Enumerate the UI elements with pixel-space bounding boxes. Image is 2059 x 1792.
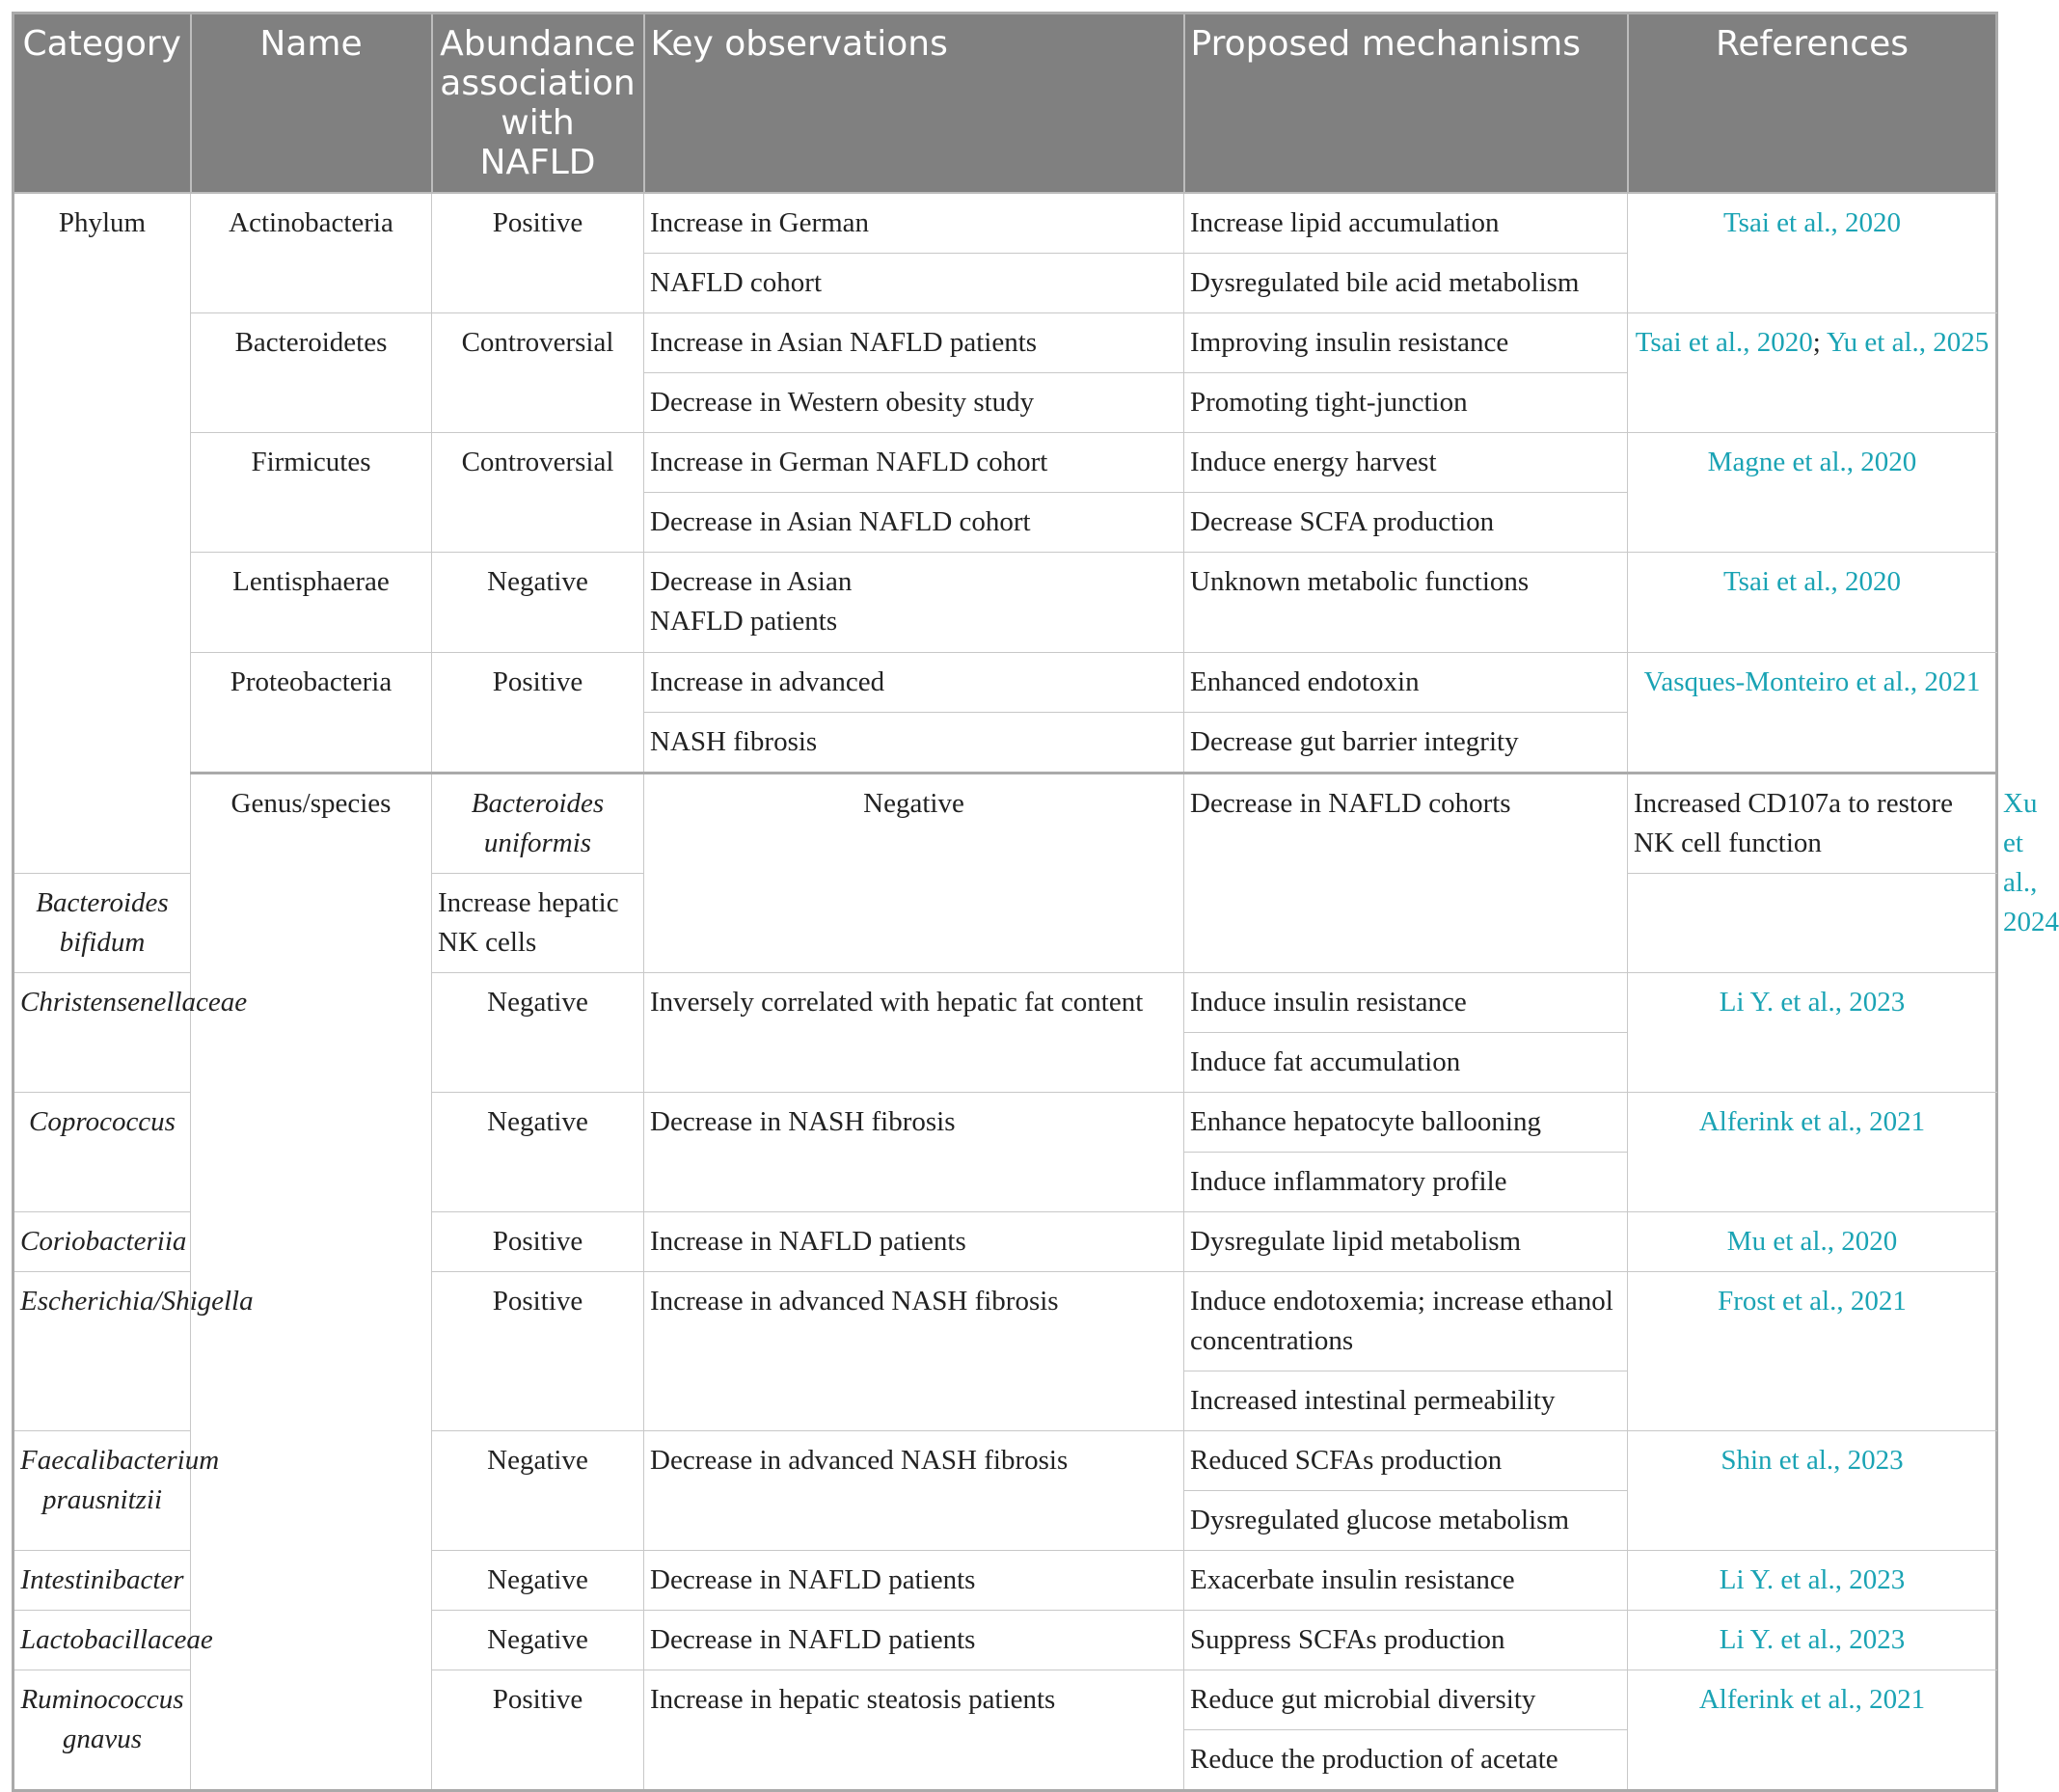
observation-cell bbox=[644, 553, 1184, 653]
mechanism-cell: Promoting tight-junction bbox=[1184, 373, 1628, 433]
observation-cell: Increase in advanced NASH fibrosis bbox=[644, 1272, 1184, 1431]
reference-link[interactable]: Shin et al., 2023 bbox=[1628, 1431, 1997, 1551]
observation-cell: Decrease in Western obesity study bbox=[644, 373, 1184, 433]
name-cell: Faecalibacterium prausnitzii bbox=[14, 1431, 191, 1551]
observation-cell: Decrease in Asian NAFLD cohort bbox=[644, 493, 1184, 553]
association-cell: Positive bbox=[432, 193, 644, 313]
observation-cell: Increase in German bbox=[644, 193, 1184, 254]
mechanism-cell: Decrease gut barrier integrity bbox=[1184, 713, 1628, 774]
mechanism-cell: Increased CD107a to restore NK cell function bbox=[1628, 774, 1997, 874]
mechanism-cell: Increased intestinal permeability bbox=[1184, 1371, 1628, 1431]
header-references: References bbox=[1628, 14, 1997, 194]
mechanism-cell: Induce energy harvest bbox=[1184, 433, 1628, 493]
mechanism-cell: Enhanced endotoxin bbox=[1184, 653, 1628, 713]
reference-link[interactable]: Li Y. et al., 2023 bbox=[1628, 973, 1997, 1093]
table-row bbox=[14, 653, 1997, 713]
association-cell: Positive bbox=[432, 1212, 644, 1272]
reference-link[interactable]: Alferink et al., 2021 bbox=[1628, 1093, 1997, 1212]
mechanism-cell: Dysregulated bile acid metabolism bbox=[1184, 254, 1628, 313]
name-cell: Bacteroides bifidum bbox=[14, 874, 191, 973]
mechanism-cell: Exacerbate insulin resistance bbox=[1184, 1551, 1628, 1611]
reference-link[interactable]: Alferink et al., 2021 bbox=[1628, 1670, 1997, 1791]
observation-cell: NASH fibrosis bbox=[644, 713, 1184, 774]
header-abundance-line2: association bbox=[440, 64, 636, 103]
observation-cell: Inversely correlated with hepatic fat content bbox=[644, 973, 1184, 1093]
header-abundance bbox=[432, 14, 644, 194]
header-category: Category bbox=[14, 14, 191, 194]
mechanism-cell: Reduced SCFAs production bbox=[1184, 1431, 1628, 1491]
name-cell: Actinobacteria bbox=[191, 193, 432, 313]
reference-link[interactable]: Mu et al., 2020 bbox=[1628, 1212, 1997, 1272]
mechanism-cell: Unknown metabolic functions bbox=[1184, 553, 1628, 653]
mechanism-cell: Induce endotoxemia; increase ethanol concentrations bbox=[1184, 1272, 1628, 1371]
header-row bbox=[14, 14, 1997, 194]
mechanism-cell: Reduce gut microbial diversity bbox=[1184, 1670, 1628, 1730]
table-row bbox=[14, 193, 1997, 254]
association-cell: Negative bbox=[644, 774, 1184, 973]
observation-cell: Decrease in NAFLD cohorts bbox=[1184, 774, 1628, 973]
name-cell: Ruminococcus gnavus bbox=[14, 1670, 191, 1791]
category-cell: Genus/species bbox=[191, 774, 432, 1791]
observation-cell: Increase in German NAFLD cohort bbox=[644, 433, 1184, 493]
mechanism-cell: Suppress SCFAs production bbox=[1184, 1611, 1628, 1670]
association-cell: Negative bbox=[432, 1551, 644, 1611]
mechanism-cell: Induce inflammatory profile bbox=[1184, 1153, 1628, 1212]
reference-link[interactable]: Vasques-Monteiro et al., 2021 bbox=[1628, 653, 1997, 774]
association-cell: Positive bbox=[432, 1272, 644, 1431]
reference-cell bbox=[1628, 313, 1997, 433]
name-cell: Coprococcus bbox=[14, 1093, 191, 1212]
mechanism-cell: Dysregulated glucose metabolism bbox=[1184, 1491, 1628, 1551]
observation-cell: Decrease in advanced NASH fibrosis bbox=[644, 1431, 1184, 1551]
header-key-observations: Key observations bbox=[644, 14, 1184, 194]
table-row: Genus/species Bacteroides uniformis Negative Decrease in NAFLD cohorts Increased CD107a to restore NK cell function Xu et al., 2024 bbox=[14, 774, 1997, 874]
reference-link[interactable]: Magne et al., 2020 bbox=[1628, 433, 1997, 553]
reference-link[interactable]: Yu et al., 2025 bbox=[1826, 327, 1990, 358]
reference-link[interactable]: Tsai et al., 2020 bbox=[1628, 193, 1997, 313]
association-cell: Negative bbox=[432, 1431, 644, 1551]
reference-link[interactable]: Li Y. et al., 2023 bbox=[1628, 1551, 1997, 1611]
reference-link[interactable]: Li Y. et al., 2023 bbox=[1628, 1611, 1997, 1670]
reference-separator: ; bbox=[1812, 327, 1821, 358]
header-abundance-line1: Abundance bbox=[440, 24, 636, 64]
mechanism-cell: Increase hepatic NK cells bbox=[432, 874, 644, 973]
association-cell: Negative bbox=[432, 973, 644, 1093]
category-cell: Phylum bbox=[14, 193, 191, 874]
header-name: Name bbox=[191, 14, 432, 194]
association-cell: Positive bbox=[432, 653, 644, 774]
observation-cell: Increase in Asian NAFLD patients bbox=[644, 313, 1184, 373]
header-abundance-line3: with NAFLD bbox=[479, 103, 596, 182]
observation-cell: Decrease in NAFLD patients bbox=[644, 1611, 1184, 1670]
reference-link[interactable]: Tsai et al., 2020 bbox=[1635, 327, 1813, 358]
association-cell: Controversial bbox=[432, 433, 644, 553]
association-cell: Positive bbox=[432, 1670, 644, 1791]
observation-line: Decrease in Asian bbox=[650, 566, 853, 597]
observation-line: NAFLD patients bbox=[650, 606, 838, 637]
name-cell: Escherichia/Shigella bbox=[14, 1272, 191, 1431]
mechanism-cell: Induce insulin resistance bbox=[1184, 973, 1628, 1033]
name-cell: Christensenellaceae bbox=[14, 973, 191, 1093]
name-cell: Bacteroidetes bbox=[191, 313, 432, 433]
header-proposed-mechanisms: Proposed mechanisms bbox=[1184, 14, 1628, 194]
mechanism-cell: Induce fat accumulation bbox=[1184, 1033, 1628, 1093]
reference-link[interactable]: Tsai et al., 2020 bbox=[1628, 553, 1997, 653]
name-cell: Coriobacteriia bbox=[14, 1212, 191, 1272]
mechanism-cell: Improving insulin resistance bbox=[1184, 313, 1628, 373]
observation-cell: Increase in advanced bbox=[644, 653, 1184, 713]
nafld-microbiota-table bbox=[12, 12, 2059, 1792]
name-cell: Lentisphaerae bbox=[191, 553, 432, 653]
table-row bbox=[14, 313, 1997, 373]
observation-cell: Decrease in NASH fibrosis bbox=[644, 1093, 1184, 1212]
observation-cell: Increase in NAFLD patients bbox=[644, 1212, 1184, 1272]
observation-cell: Decrease in NAFLD patients bbox=[644, 1551, 1184, 1611]
name-cell: Lactobacillaceae bbox=[14, 1611, 191, 1670]
association-cell: Negative bbox=[432, 1611, 644, 1670]
table-row bbox=[14, 433, 1997, 493]
association-cell: Negative bbox=[432, 1093, 644, 1212]
mechanism-cell: Reduce the production of acetate bbox=[1184, 1730, 1628, 1791]
mechanism-cell: Enhance hepatocyte ballooning bbox=[1184, 1093, 1628, 1153]
mechanism-cell: Dysregulate lipid metabolism bbox=[1184, 1212, 1628, 1272]
name-cell: Bacteroides uniformis bbox=[432, 774, 644, 874]
table-row bbox=[14, 553, 1997, 653]
name-cell: Proteobacteria bbox=[191, 653, 432, 774]
observation-cell: Increase in hepatic steatosis patients bbox=[644, 1670, 1184, 1791]
reference-link[interactable]: Frost et al., 2021 bbox=[1628, 1272, 1997, 1431]
name-cell: Firmicutes bbox=[191, 433, 432, 553]
observation-cell: NAFLD cohort bbox=[644, 254, 1184, 313]
mechanism-cell: Increase lipid accumulation bbox=[1184, 193, 1628, 254]
name-cell: Intestinibacter bbox=[14, 1551, 191, 1611]
mechanism-cell: Decrease SCFA production bbox=[1184, 493, 1628, 553]
association-cell: Negative bbox=[432, 553, 644, 653]
association-cell: Controversial bbox=[432, 313, 644, 433]
